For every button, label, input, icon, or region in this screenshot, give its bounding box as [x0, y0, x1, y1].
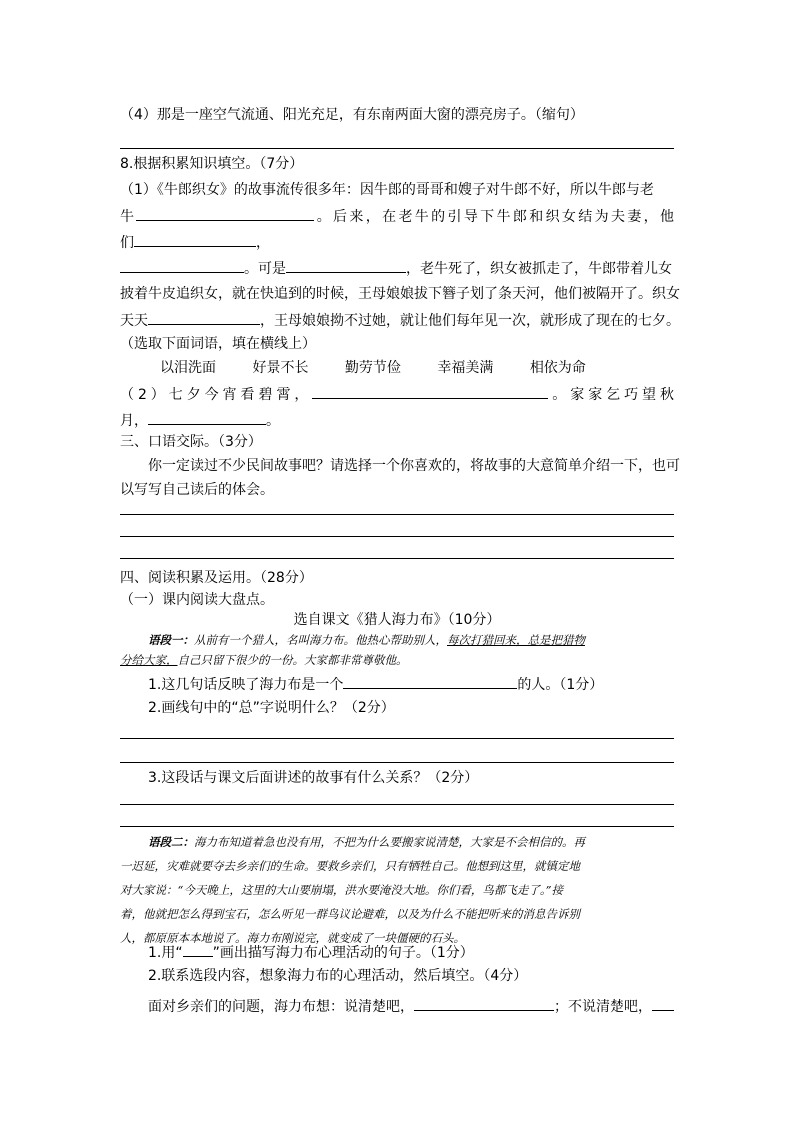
answer-line[interactable]	[120, 762, 674, 763]
section-4-title: 四、阅读积累及运用。（28分）	[120, 570, 313, 586]
underline-sample	[183, 940, 213, 957]
q8-p1-line6	[120, 308, 680, 333]
fill-blank[interactable]	[148, 308, 260, 325]
passage-1	[148, 630, 585, 650]
section-3-prompt-1: 你一定读过不少民间故事吧？请选择一个你喜欢的，将故事的大意简单介绍一下，也可	[148, 458, 680, 474]
underlined-sentence: 每次打猎回来，总是把猎物	[447, 633, 585, 647]
section-3-title: 三、口语交际。（3分）	[120, 434, 262, 450]
p2-question-2: 2.联系选段内容，想象海力布的心理活动，然后填空。（4分）	[148, 968, 528, 984]
q8-p1-line4	[120, 256, 672, 281]
passage-2-line5: 人，都原原本本地说了。海力布刚说完，就变成了一块僵硬的石头。	[120, 931, 465, 945]
text: ，老牛死了，织女被抓走了，牛郎带着儿女	[406, 261, 672, 277]
word-option: 勤劳节俭	[344, 360, 401, 376]
section-4-sub1: （一）课内阅读大盘点。	[120, 592, 274, 608]
p2-question-2-fill	[148, 994, 674, 1019]
word-option: 相依为命	[529, 360, 586, 376]
text: 。家家乞巧望秋	[548, 387, 674, 403]
p2-question-1	[148, 940, 474, 965]
passage-label: 语段一：	[148, 633, 194, 647]
text: 月，	[120, 413, 148, 429]
answer-line[interactable]	[120, 536, 674, 537]
passage-label: 语段二：	[148, 835, 194, 849]
p1-question-2: 2.画线句中的“总”字说明什么？（2分）	[148, 700, 395, 716]
q8-p2-line1	[120, 382, 674, 407]
fill-blank[interactable]	[414, 994, 554, 1011]
fill-blank[interactable]	[652, 994, 674, 1011]
answer-line[interactable]	[120, 826, 674, 827]
answer-line[interactable]	[120, 804, 674, 805]
text: 的人。（1分）	[517, 677, 604, 693]
q8-p1-line1: （1）《牛郎织女》的故事流传很多年：因牛郎的哥哥和嫂子对牛郎不好，所以牛郎与老	[120, 182, 654, 198]
fill-blank[interactable]	[136, 204, 314, 221]
underlined-sentence: 分给大家，	[120, 653, 178, 667]
question-4-rewrite: （4）那是一座空气流通、阳光充足，有东南两面大窗的漂亮房子。（缩句）	[120, 107, 584, 123]
passage-2-line4: 着，他就把怎么得到宝石，怎么听见一群鸟议论避难，以及为什么不能把听来的消息告诉别	[120, 907, 580, 921]
q8-instruction: （选取下面词语，填在横线上）	[120, 336, 316, 352]
text: ”画出描写海力布心理活动的句子。（1分）	[212, 945, 474, 961]
passage-2	[148, 832, 585, 852]
passage-2-line2: 一迟延，灾难就要夺去乡亲们的生命。要救乡亲们，只有牺牲自己。他想到这里，就镇定地	[120, 859, 580, 873]
word-option: 好景不长	[252, 360, 309, 376]
text: 们	[120, 235, 134, 251]
text: 天天	[120, 313, 148, 329]
p1-question-3: 3.这段话与课文后面讲述的故事有什么关系？（2分）	[148, 770, 479, 786]
text: 。后来，在老牛的引导下牛郎和织女结为夫妻，他	[314, 209, 675, 225]
answer-line[interactable]	[120, 514, 674, 515]
text: 1.用“	[148, 945, 183, 961]
passage-source: 选自课文《猎人海力布》（10分）	[293, 612, 501, 628]
q8-p1-line2	[120, 204, 674, 229]
fill-blank[interactable]	[286, 256, 406, 273]
fill-blank[interactable]	[148, 408, 266, 425]
text: 牛	[120, 209, 137, 225]
fill-blank[interactable]	[343, 672, 517, 689]
fill-blank[interactable]	[312, 382, 548, 399]
text: 1.这几句话反映了海力布是一个	[148, 677, 344, 693]
answer-line[interactable]	[120, 558, 674, 559]
text: 从前有一个猎人，名叫海力布。他热心帮助别人，	[194, 633, 447, 647]
text: ，王母娘娘拗不过她，就让他们每年见一次，就形成了现在的七夕。	[260, 313, 680, 329]
fill-blank[interactable]	[120, 256, 244, 273]
answer-line[interactable]	[120, 738, 674, 739]
text: 海力布知道着急也没有用，不把为什么要搬家说清楚，大家是不会相信的。再	[194, 835, 585, 849]
text: 。可是	[244, 261, 286, 277]
text: ，	[256, 235, 270, 251]
passage-2-line3: 对大家说：“今天晚上，这里的大山要崩塌，洪水要淹没大地。你们看，鸟都飞走了。”接	[120, 883, 564, 897]
p1-question-1	[148, 672, 603, 697]
text: 自己只留下很少的一份。大家都非常尊敬他。	[177, 653, 408, 667]
word-option: 以泪洗面	[160, 360, 216, 376]
word-option: 幸福美满	[437, 360, 494, 376]
q8-p1-line5: 披着牛皮追织女，就在快追到的时候，王母娘娘拔下簪子划了条天河，他们被隔开了。织女	[120, 286, 680, 302]
text: 面对乡亲们的问题，海力布想：说清楚吧，	[148, 999, 414, 1015]
answer-line[interactable]	[120, 148, 674, 149]
fill-blank[interactable]	[134, 230, 256, 247]
text: （2）七夕今宵看碧霄，	[120, 387, 313, 403]
q8-p1-line3	[120, 230, 270, 255]
q8-title: 8.根据积累知识填空。（7分）	[120, 156, 304, 172]
section-3-prompt-2: 以写写自己读后的体会。	[120, 482, 274, 498]
word-bank	[160, 356, 618, 380]
text: 。	[266, 413, 280, 429]
text: ；不说清楚吧，	[554, 999, 652, 1015]
passage-1-line2	[120, 650, 408, 670]
